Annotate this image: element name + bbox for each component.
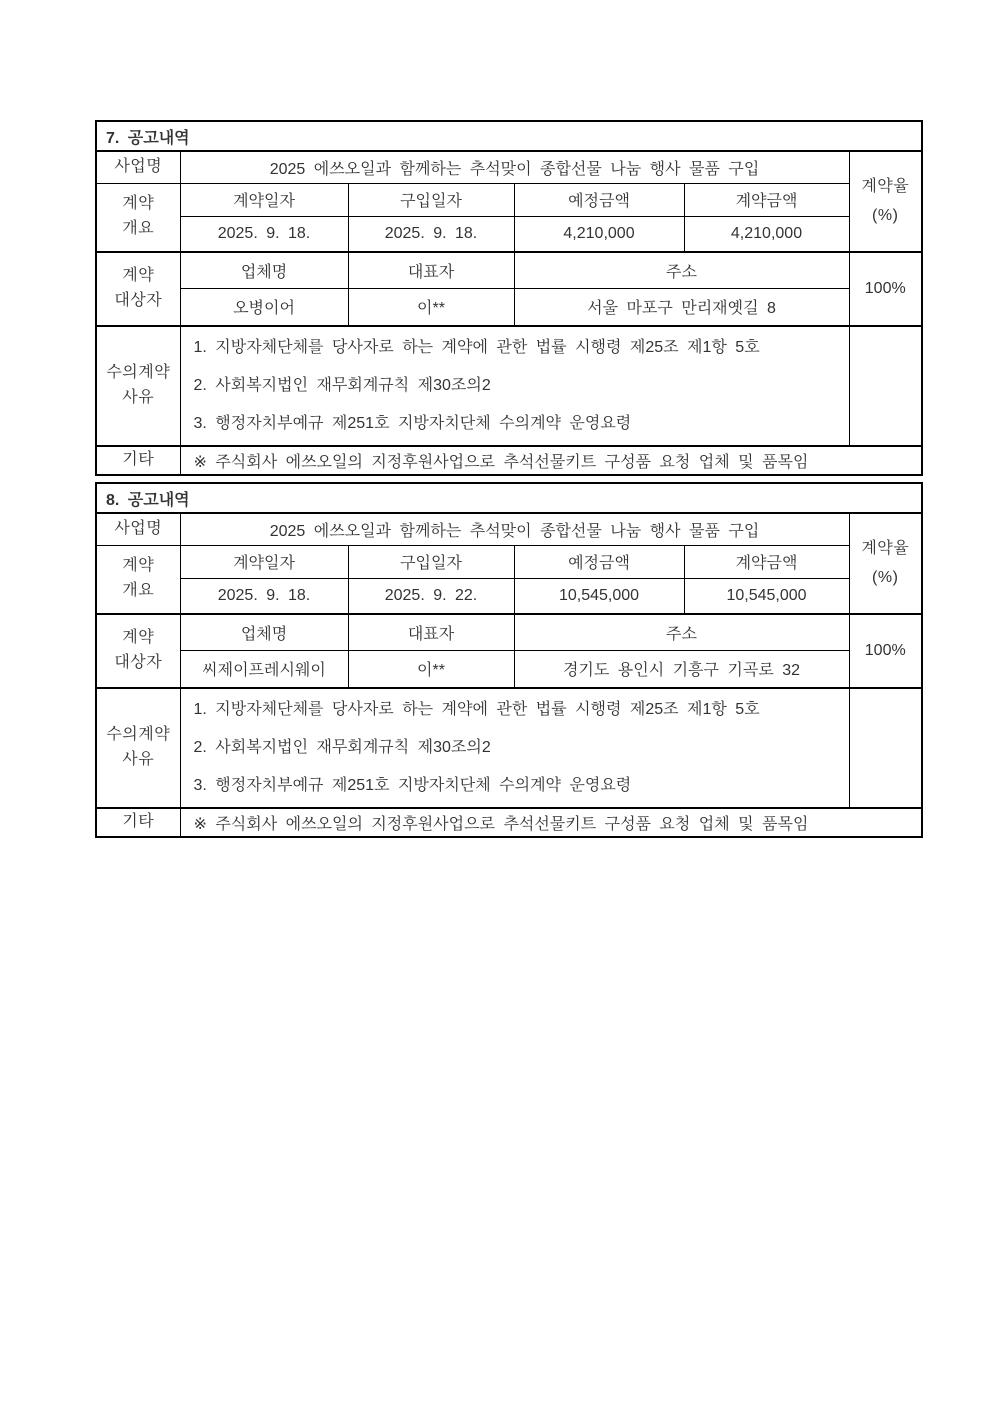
overview-header-contract-date: 계약일자 bbox=[180, 183, 348, 216]
label-etc: 기타 bbox=[96, 808, 180, 837]
section-title: 8. 공고내역 bbox=[96, 483, 922, 513]
reason-content bbox=[180, 688, 849, 808]
party-label-line1: 계약 bbox=[122, 267, 155, 285]
party-value-company: 씨제이프레시웨이 bbox=[180, 650, 348, 688]
reason-label-line2: 사유 bbox=[122, 751, 155, 768]
overview-label-line1: 계약 bbox=[122, 195, 155, 213]
overview-label-line2: 개요 bbox=[122, 220, 155, 238]
project-name-value: 2025 에쓰오일과 함께하는 추석맞이 종합선물 나눔 행사 물품 구입 bbox=[180, 151, 849, 183]
overview-header-contract-amount: 계약금액 bbox=[684, 545, 849, 578]
label-contract-rate bbox=[849, 151, 922, 252]
label-contract-rate bbox=[849, 513, 922, 614]
label-project-name: 사업명 bbox=[96, 513, 180, 545]
overview-value-contract-date: 2025. 9. 18. bbox=[180, 216, 348, 252]
party-header-address: 주소 bbox=[514, 252, 849, 288]
rate-label-line2: (%) bbox=[872, 206, 899, 224]
label-etc: 기타 bbox=[96, 446, 180, 475]
reason-label-line2: 사유 bbox=[122, 389, 155, 406]
party-label-line2: 대상자 bbox=[114, 292, 163, 309]
overview-header-purchase-date: 구입일자 bbox=[348, 183, 514, 216]
party-value-company: 오병이어 bbox=[180, 288, 348, 326]
project-name-value: 2025 에쓰오일과 함께하는 추석맞이 종합선물 나눔 행사 물품 구입 bbox=[180, 513, 849, 545]
party-header-representative: 대표자 bbox=[348, 252, 514, 288]
rate-label-line2: (%) bbox=[872, 568, 899, 586]
label-contract-party bbox=[96, 252, 180, 326]
reason-line-1: 1. 지방자체단체를 당사자로 하는 계약에 관한 법률 시행령 제25조 제1항 5호 bbox=[193, 701, 760, 718]
label-project-name: 사업명 bbox=[96, 151, 180, 183]
overview-label-line2: 개요 bbox=[122, 582, 155, 600]
notice-table-7 bbox=[95, 120, 923, 476]
reason-label-line1: 수의계약 bbox=[106, 364, 171, 382]
label-contract-overview bbox=[96, 183, 180, 252]
overview-value-purchase-date: 2025. 9. 18. bbox=[348, 216, 514, 252]
party-value-representative: 이** bbox=[348, 288, 514, 326]
party-header-company: 업체명 bbox=[180, 614, 348, 650]
rate-column-empty-cell bbox=[849, 688, 922, 808]
reason-content bbox=[180, 326, 849, 446]
party-header-address: 주소 bbox=[514, 614, 849, 650]
overview-value-estimated-amount: 4,210,000 bbox=[514, 216, 684, 252]
overview-header-contract-amount: 계약금액 bbox=[684, 183, 849, 216]
label-negotiated-contract-reason bbox=[96, 326, 180, 446]
party-label-line1: 계약 bbox=[122, 629, 155, 647]
reason-line-2: 2. 사회복지법인 재무회계규칙 제30조의2 bbox=[193, 377, 491, 394]
reason-line-1: 1. 지방자체단체를 당사자로 하는 계약에 관한 법률 시행령 제25조 제1항 5호 bbox=[193, 339, 760, 356]
label-negotiated-contract-reason bbox=[96, 688, 180, 808]
rate-label-line1: 계약율 bbox=[861, 177, 910, 195]
overview-header-contract-date: 계약일자 bbox=[180, 545, 348, 578]
reason-line-2: 2. 사회복지법인 재무회계규칙 제30조의2 bbox=[193, 739, 491, 756]
overview-header-estimated-amount: 예정금액 bbox=[514, 183, 684, 216]
party-value-address: 서울 마포구 만리재옛길 8 bbox=[514, 288, 849, 326]
party-value-representative: 이** bbox=[348, 650, 514, 688]
section-title: 7. 공고내역 bbox=[96, 121, 922, 151]
overview-value-contract-date: 2025. 9. 18. bbox=[180, 578, 348, 614]
etc-content: ※ 주식회사 에쓰오일의 지정후원사업으로 추석선물키트 구성품 요청 업체 및 품목임 bbox=[180, 808, 922, 837]
notice-table-8 bbox=[95, 482, 923, 838]
rate-column-empty-cell bbox=[849, 326, 922, 446]
overview-label-line1: 계약 bbox=[122, 557, 155, 575]
overview-value-contract-amount: 10,545,000 bbox=[684, 578, 849, 614]
overview-header-estimated-amount: 예정금액 bbox=[514, 545, 684, 578]
overview-value-purchase-date: 2025. 9. 22. bbox=[348, 578, 514, 614]
contract-rate-value: 100% bbox=[849, 252, 922, 326]
reason-line-3: 3. 행정자치부예규 제251호 지방자치단체 수의계약 운영요령 bbox=[193, 777, 632, 794]
reason-line-3: 3. 행정자치부예규 제251호 지방자치단체 수의계약 운영요령 bbox=[193, 415, 632, 432]
rate-label-line1: 계약율 bbox=[861, 539, 910, 557]
party-header-company: 업체명 bbox=[180, 252, 348, 288]
overview-value-contract-amount: 4,210,000 bbox=[684, 216, 849, 252]
label-contract-party bbox=[96, 614, 180, 688]
overview-value-estimated-amount: 10,545,000 bbox=[514, 578, 684, 614]
label-contract-overview bbox=[96, 545, 180, 614]
etc-content: ※ 주식회사 에쓰오일의 지정후원사업으로 추석선물키트 구성품 요청 업체 및 품목임 bbox=[180, 446, 922, 475]
party-value-address: 경기도 용인시 기흥구 기곡로 32 bbox=[514, 650, 849, 688]
overview-header-purchase-date: 구입일자 bbox=[348, 545, 514, 578]
contract-rate-value: 100% bbox=[849, 614, 922, 688]
reason-label-line1: 수의계약 bbox=[106, 726, 171, 744]
party-header-representative: 대표자 bbox=[348, 614, 514, 650]
party-label-line2: 대상자 bbox=[114, 654, 163, 671]
